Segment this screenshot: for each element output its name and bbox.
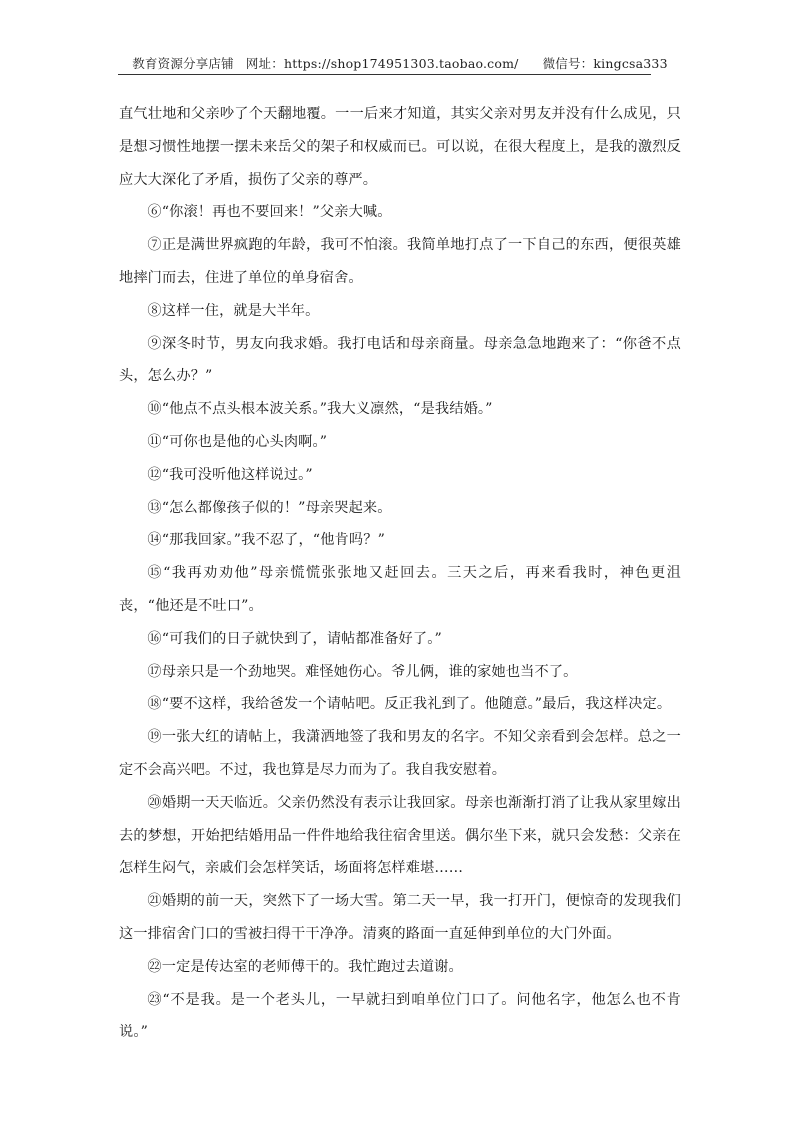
wechat-id: kingcsa333 bbox=[593, 56, 668, 71]
paragraph: ⑫“我可没听他这样说过。” bbox=[147, 466, 313, 483]
paragraph: ⑪“可你也是他的心头肉啊。” bbox=[147, 433, 328, 450]
paragraph: ⑱“要不这样，我给爸发一个请帖吧。反正我礼到了。他随意。”最后，我这样决定。 bbox=[147, 696, 672, 713]
paragraph: ⑯“可我们的日子就快到了，请帖都准备好了。” bbox=[147, 630, 442, 647]
shop-url[interactable]: https://shop174951303.taobao.com/ bbox=[283, 56, 519, 71]
paragraph: ⑨深冬时节，男友向我求婚。我打电话和母亲商量。母亲急急地跑来了：“你爸不点头，怎么办？” bbox=[119, 335, 681, 385]
url-label: 网址： bbox=[245, 56, 284, 71]
paragraph: ㉒一定是传达室的老师傅干的。我忙跑过去道谢。 bbox=[147, 958, 463, 975]
paragraph: ⑳婚期一天天临近。父亲仍然没有表示让我回家。母亲也渐渐打消了让我从家里嫁出去的梦想，开始把结婚用品一件件地给我往宿舍里送。偶尔坐下来，就只会发愁：父亲在怎样生闷气，亲戚们会怎样笑话，场面将怎样难堪…… bbox=[119, 794, 681, 877]
paragraph: ⑭“那我回家。”我不忍了，“他肯吗？” bbox=[147, 532, 385, 549]
header-divider bbox=[118, 74, 651, 75]
paragraph: ㉓“不是我。是一个老头儿，一早就扫到咱单位门口了。问他名字，他怎么也不肯说。” bbox=[119, 991, 681, 1041]
paragraph: ㉑婚期的前一天，突然下了一场大雪。第二天一早，我一打开门，便惊奇的发现我们这一排宿舍门口的雪被扫得干干净净。清爽的路面一直延伸到单位的大门外面。 bbox=[119, 893, 681, 942]
paragraph: ⑥“你滚！再也不要回来！”父亲大喊。 bbox=[147, 204, 392, 221]
shop-name: 教育资源分享店铺 bbox=[132, 56, 234, 71]
paragraph: ⑬“怎么都像孩子似的！”母亲哭起来。 bbox=[147, 499, 392, 516]
paragraph: 直气壮地和父亲吵了个天翻地覆。一一后来才知道，其实父亲对男友并没有什么成见，只是想习惯性地摆一摆未来岳父的架子和权威而已。可以说，在很大程度上，是我的激烈反应大大深化了矛盾，损伤了父亲的尊严。 bbox=[119, 106, 681, 188]
paragraph: ⑧这样一住，就是大半年。 bbox=[147, 302, 320, 319]
paragraph: ⑩“他点不点头根本波关系。”我大义凛然，“是我结婚。” bbox=[147, 401, 493, 418]
page-header bbox=[0, 54, 800, 72]
wechat-label: 微信号： bbox=[542, 56, 594, 71]
paragraph: ⑮“我再劝劝他”母亲慌慌张张地又赶回去。三天之后，再来看我时，神色更沮丧，“他还是不吐口”。 bbox=[119, 565, 681, 614]
article-body bbox=[119, 98, 681, 1049]
paragraph: ⑲一张大红的请帖上，我潇洒地签了我和男友的名字。不知父亲看到会怎样。总之一定不会高兴吧。不过，我也算是尽力而为了。我自我安慰着。 bbox=[119, 729, 681, 778]
paragraph: ⑦正是满世界疯跑的年龄，我可不怕滚。我简单地打点了一下自己的东西，便很英雄地摔门而去，住进了单位的单身宿舍。 bbox=[119, 237, 681, 286]
paragraph: ⑰母亲只是一个劲地哭。难怪她伤心。爷儿俩，谁的家她也当不了。 bbox=[147, 663, 578, 680]
